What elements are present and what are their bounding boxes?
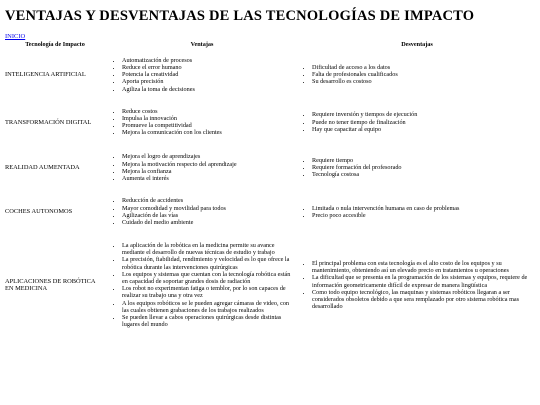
list-item: • A los equipos robóticos se le pueden agregar cámaras de video, con las cuales obtienen grabaciones de los trabajos realizados — [122, 300, 295, 314]
technology-name: COCHES AUTONOMOS — [5, 208, 73, 216]
header-ventajas: Ventajas — [190, 41, 214, 48]
list-item: • El principal problema con esta tecnología es el alto costo de los equipos y su mantenimiento, obteniendo así un elevado precio en tratamientos u operaciones — [312, 260, 535, 274]
technology-name: APLICACIONES DE ROBÓTICA EN MEDICINA — [5, 278, 96, 293]
list-item: • Hay que capacitar al equipo — [312, 126, 535, 133]
table-row — [3, 190, 537, 233]
list-item: • Puede no tener tiempo de finalización — [312, 119, 535, 126]
list-item: • Impulsa la innovación — [122, 115, 295, 122]
list-item: • Reduce el error humano — [122, 64, 295, 71]
desventajas-cell — [297, 99, 537, 145]
list-item: • Mejora la motivación respecto del aprendizaje — [122, 161, 295, 168]
desventajas-list — [299, 157, 535, 179]
table-row — [3, 233, 537, 337]
ventajas-list — [109, 153, 295, 182]
desventajas-cell — [297, 233, 537, 337]
list-item: • La precisión, fiabilidad, rendimiento y velocidad es lo que ofrece la robótica durante las intervenciones quirúrgicas — [122, 256, 295, 270]
list-item: • Mayor comodidad y movilidad para todos — [122, 205, 295, 212]
list-item: • Mejora el logro de aprendizajes — [122, 153, 295, 160]
list-item: • Se pueden llevar a cabos operaciones quirúrgicas desde distintas lugares del mundo — [122, 314, 295, 328]
list-item: • Dificultad de acceso a los datos — [312, 64, 535, 71]
list-item: • Requiere formación del profesorado — [312, 164, 535, 171]
desventajas-cell — [297, 50, 537, 99]
ventajas-cell — [107, 190, 297, 233]
list-item: • Promueve la competitividad — [122, 122, 295, 129]
list-item: • Los equipos y sistemas que cuentan con la tecnología robótica están en capacidad de soportar grandes dosis de radiación — [122, 271, 295, 285]
ventajas-list — [109, 57, 295, 93]
list-item: • Agilización de las vías — [122, 212, 295, 219]
list-item: • Como todo equipo tecnológico, las maquinas y sistemas robóticos llegaran a ser considerados obsoletos debido a que sera remplazado por otro sistema robótica mas desarrollado — [312, 289, 535, 311]
list-item: • Mejora la comunicación con los clientes — [122, 129, 295, 136]
desventajas-cell — [297, 190, 537, 233]
ventajas-cell — [107, 145, 297, 190]
list-item: • Falta de profesionales cualificados — [312, 71, 535, 78]
list-item: • Reduce costos — [122, 108, 295, 115]
list-item: • Aporta precisión — [122, 78, 295, 85]
page-title: VENTAJAS Y DESVENTAJAS DE LAS TECNOLOGÍAS DE IMPACTO — [5, 8, 475, 24]
ventajas-list — [109, 197, 295, 226]
desventajas-list — [299, 64, 535, 86]
desventajas-list — [299, 111, 535, 133]
list-item: • Requiere inversión y tiempos de ejecución — [312, 111, 535, 118]
list-item: • Potencia la creatividad — [122, 71, 295, 78]
list-item: • Cuidado del medio ambiente — [122, 219, 295, 226]
ventajas-list — [109, 242, 295, 328]
list-item: • Agiliza la toma de decisiones — [122, 86, 295, 93]
header-tecnologia: Tecnología de Impacto — [25, 41, 85, 48]
table-row — [3, 145, 537, 190]
ventajas-cell — [107, 233, 297, 337]
technology-name: REALIDAD AUMENTADA — [5, 164, 80, 172]
technologies-table — [3, 40, 537, 337]
list-item: • Tecnología costosa — [312, 171, 535, 178]
header-desventajas: Desventajas — [401, 41, 433, 48]
table-row — [3, 99, 537, 145]
ventajas-cell — [107, 99, 297, 145]
table-header-row — [3, 40, 537, 50]
list-item: • Reducción de accidentes — [122, 197, 295, 204]
list-item: • Los robot no experimentan fatiga o temblor, por lo son capaces de realizar su trabajo una y otra vez — [122, 285, 295, 299]
list-item: • La aplicación de la robótica en la medicina permite su avance mediante el desarrollo de nuevas técnicas de estudio y trabajo — [122, 242, 295, 256]
ventajas-cell — [107, 50, 297, 99]
technology-name: INTELIGENCIA ARTIFICIAL — [5, 71, 86, 79]
desventajas-list — [299, 205, 535, 219]
desventajas-list — [299, 260, 535, 310]
list-item: • Limitada o nula intervención humana en caso de problemas — [312, 205, 535, 212]
table-row — [3, 50, 537, 99]
list-item: • Requiere tiempo — [312, 157, 535, 164]
list-item: • La dificultad que se presenta en la programación de los sistemas y equipos, requiere de información geometricamente difícil de expresar de manera lingüística — [312, 274, 535, 288]
list-item: • Mejora la confianza — [122, 168, 295, 175]
list-item: • Aumenta el interés — [122, 175, 295, 182]
desventajas-cell — [297, 145, 537, 190]
inicio-link[interactable]: INICIO — [5, 33, 26, 40]
list-item: • Automatización de procesos — [122, 57, 295, 64]
list-item: • Su desarrollo es costoso — [312, 78, 535, 85]
ventajas-list — [109, 108, 295, 137]
list-item: • Precio poco accesible — [312, 212, 535, 219]
technology-name: TRANSFORMACIÓN DIGITAL — [5, 118, 92, 126]
